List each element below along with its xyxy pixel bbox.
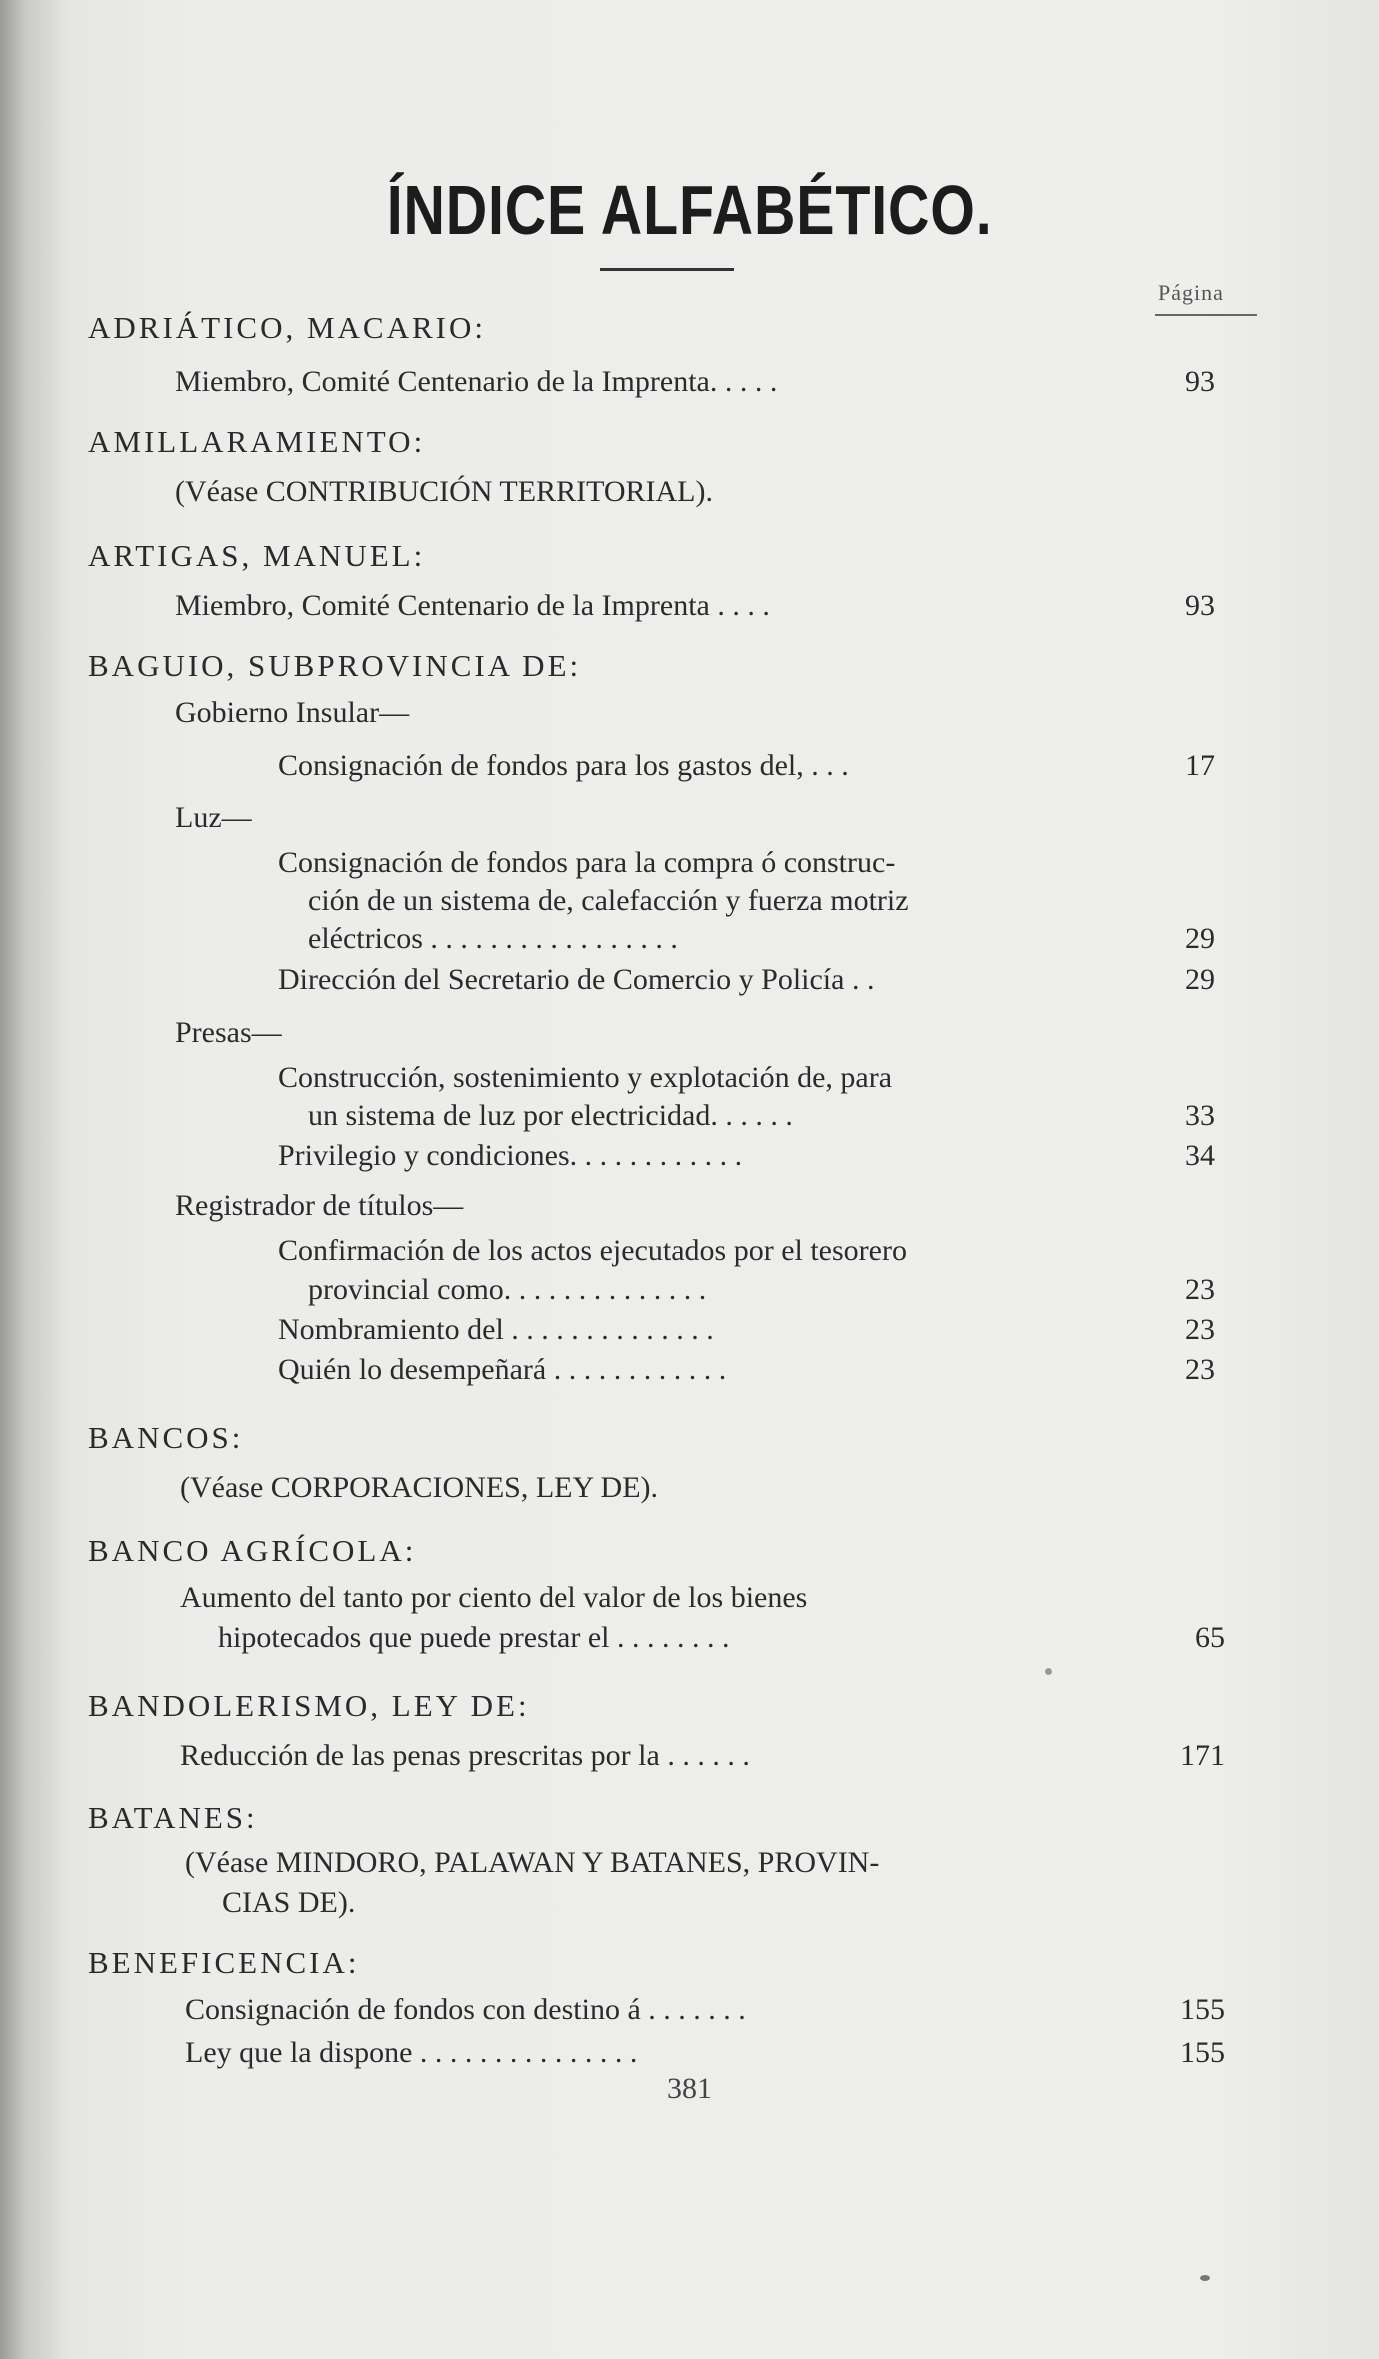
entry-page-number: 93: [1185, 365, 1215, 398]
index-entry: Consignación de fondos con destino á . . . . . . .: [185, 1993, 746, 2026]
index-entry: ción de un sistema de, calefacción y fuerza motriz: [308, 884, 909, 917]
page-column-label: Página: [1158, 280, 1224, 305]
title-rule: [600, 268, 734, 271]
entry-page-number: 17: [1185, 749, 1215, 782]
entry-page-number: 155: [1180, 2036, 1225, 2069]
index-heading: BENEFICENCIA:: [88, 1945, 360, 1980]
index-heading: ADRIÁTICO, MACARIO:: [88, 310, 486, 345]
index-entry: Consignación de fondos para la compra ó construc-: [278, 846, 896, 879]
index-entry: Consignación de fondos para los gastos del, . . .: [278, 749, 849, 782]
index-entry: Confirmación de los actos ejecutados por el tesorero: [278, 1234, 907, 1267]
index-entry: provincial como. . . . . . . . . . . . . .: [308, 1273, 707, 1306]
entry-page-number: 33: [1185, 1099, 1215, 1132]
entry-page-number: 34: [1185, 1139, 1215, 1172]
paper-speck: [1045, 1668, 1052, 1675]
index-entry: Luz—: [175, 801, 252, 834]
page-column-rule: [1155, 314, 1257, 316]
entry-page-number: 65: [1195, 1621, 1225, 1654]
index-entry: Construcción, sostenimiento y explotación de, para: [278, 1061, 893, 1094]
index-entry: Reducción de las penas prescritas por la . . . . . .: [180, 1739, 750, 1772]
entry-page-number: 93: [1185, 589, 1215, 622]
index-entry: CIAS DE).: [222, 1886, 356, 1919]
index-entry: (Véase CONTRIBUCIÓN TERRITORIAL).: [175, 475, 713, 508]
index-entry: (Véase MINDORO, PALAWAN Y BATANES, PROVIN-: [185, 1846, 880, 1879]
index-heading: ARTIGAS, MANUEL:: [88, 538, 426, 573]
index-entry: Quién lo desempeñará . . . . . . . . . . . .: [278, 1353, 727, 1386]
entry-page-number: 155: [1180, 1993, 1225, 2026]
index-heading: BANDOLERISMO, LEY DE:: [88, 1688, 530, 1723]
index-entry: Presas—: [175, 1016, 282, 1049]
index-entry: Registrador de títulos—: [175, 1189, 464, 1222]
index-entry: Privilegio y condiciones. . . . . . . . . . . .: [278, 1139, 743, 1172]
entry-page-number: 29: [1185, 922, 1215, 955]
index-entry: Aumento del tanto por ciento del valor de los bienes: [180, 1581, 808, 1614]
index-entry: eléctricos . . . . . . . . . . . . . . . . .: [308, 922, 678, 955]
index-heading: BAGUIO, SUBPROVINCIA DE:: [88, 648, 582, 683]
index-heading: BANCOS:: [88, 1420, 244, 1455]
index-entry: Miembro, Comité Centenario de la Imprenta. . . . .: [175, 365, 778, 398]
entry-page-number: 171: [1180, 1739, 1225, 1772]
index-heading: BANCO AGRÍCOLA:: [88, 1533, 417, 1568]
index-heading: BATANES:: [88, 1800, 258, 1835]
index-entry: (Véase CORPORACIONES, LEY DE).: [180, 1471, 659, 1504]
page-number: 381: [667, 2072, 712, 2105]
entry-page-number: 23: [1185, 1353, 1215, 1386]
paper-speck: [1200, 2275, 1210, 2281]
entry-page-number: 29: [1185, 963, 1215, 996]
entry-page-number: 23: [1185, 1313, 1215, 1346]
index-entry: Dirección del Secretario de Comercio y Policía . .: [278, 963, 875, 996]
index-heading: AMILLARAMIENTO:: [88, 424, 426, 459]
index-entry: Nombramiento del . . . . . . . . . . . . . .: [278, 1313, 714, 1346]
index-entry: Gobierno Insular—: [175, 696, 410, 729]
entry-page-number: 23: [1185, 1273, 1215, 1306]
index-entry: hipotecados que puede prestar el . . . . . . . .: [218, 1621, 730, 1654]
index-entry: Ley que la dispone . . . . . . . . . . . . . . .: [185, 2036, 638, 2069]
index-entry: Miembro, Comité Centenario de la Imprenta . . . .: [175, 589, 770, 622]
page-title: ÍNDICE ALFABÉTICO.: [386, 171, 993, 249]
index-entry: un sistema de luz por electricidad. . . . . .: [308, 1099, 793, 1132]
